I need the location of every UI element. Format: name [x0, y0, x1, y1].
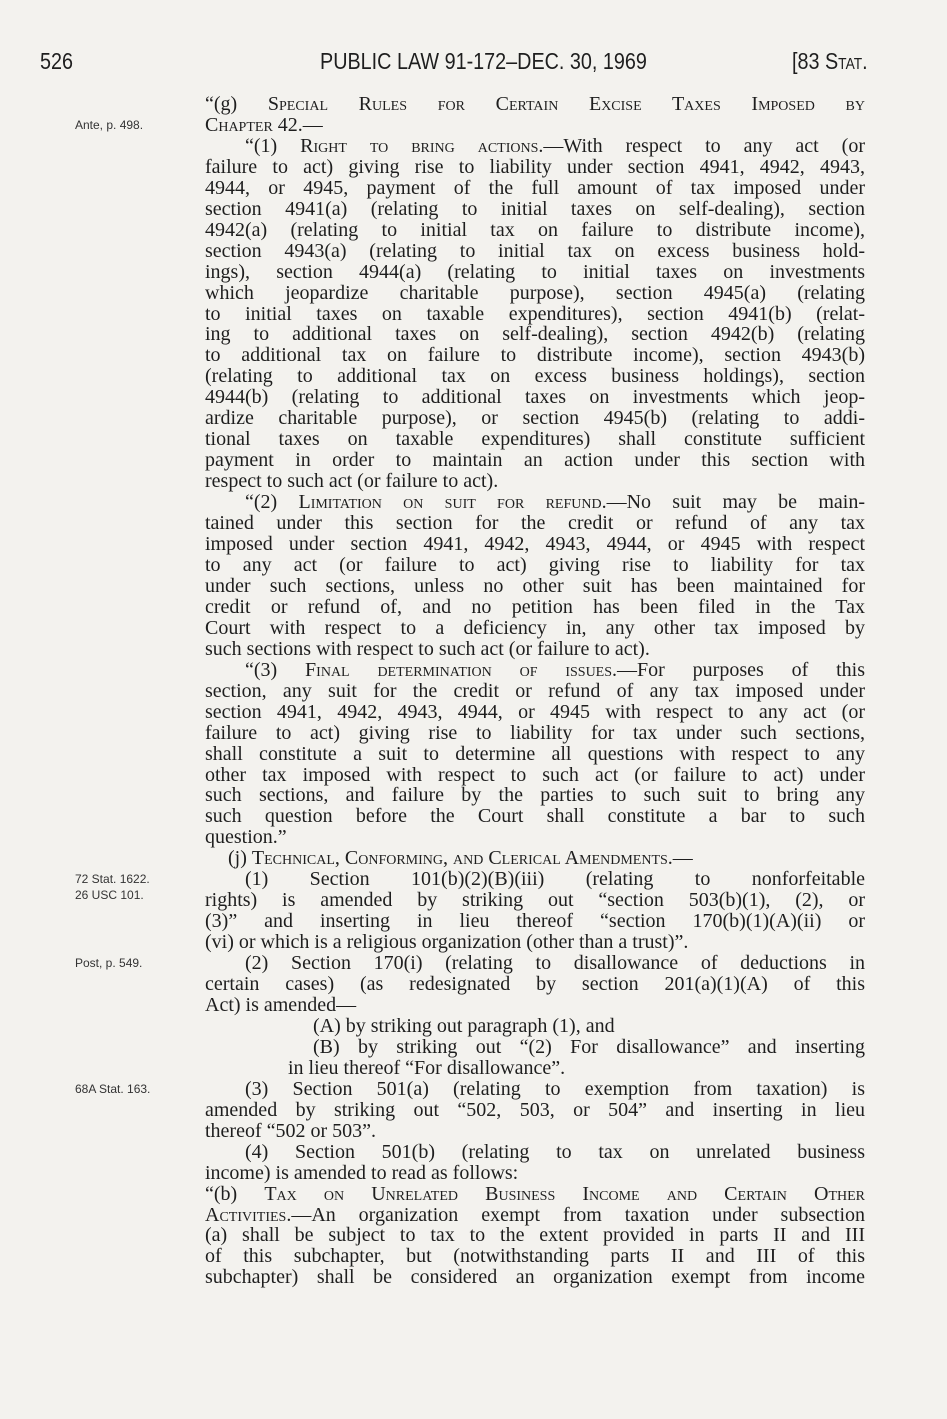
text-segment: section 4941, 4942, 4943, 4944, or 4945 with respect to any act (or [205, 700, 865, 723]
text-line [205, 408, 865, 429]
text-line [205, 890, 865, 911]
text-segment: imposed under section 4941, 4942, 4943, 4944, or 4945 with respect [205, 533, 865, 556]
text-line [205, 681, 865, 702]
text-line [205, 1246, 865, 1267]
text-segment: .—An organization exempt from taxation under subsection [286, 1203, 865, 1226]
running-title: PUBLIC LAW 91-172–DEC. 30, 1969 [320, 48, 647, 74]
text-line [205, 618, 865, 639]
text-segment: (4) Section 501(b) (relating to tax on unrelated business [245, 1140, 865, 1163]
small-caps-heading: Technical, Conforming, and Clerical Amendments [251, 847, 668, 870]
text-segment: “(2) [245, 491, 299, 514]
text-line [205, 1142, 865, 1163]
text-segment: to additional tax on failure to distribute income), section 4943(b) [205, 344, 865, 367]
text-segment: failure to act) giving rise to liability under section 4941, 4942, 4943, [205, 155, 865, 178]
text-segment: tional taxes on taxable expenditures) shall constitute sufficient [205, 428, 865, 451]
text-line [205, 932, 865, 953]
text-segment: “(b) [205, 1182, 265, 1205]
text-line [205, 283, 865, 304]
text-segment: ardize charitable purpose), or section 4945(b) (relating to addi- [205, 407, 865, 430]
text-line [205, 241, 865, 262]
text-line [205, 178, 865, 199]
text-segment: subchapter) shall be considered an organization exempt from income [205, 1266, 865, 1289]
text-line [205, 387, 865, 408]
text-segment: such sections, and failure by the parties to such suit to bring any [205, 784, 865, 807]
text-segment: section, any suit for the credit or refund of any tax imposed under [205, 679, 865, 702]
text-line [205, 911, 865, 932]
text-segment: section 4941(a) (relating to initial taxes on self-dealing), section [205, 197, 865, 220]
text-segment: (2) Section 170(i) (relating to disallowance of deductions in [245, 952, 865, 975]
text-line [205, 597, 865, 618]
text-line [205, 1184, 865, 1205]
text-segment: question.” [205, 826, 287, 849]
text-segment: such question before the Court shall constitute a bar to such [205, 805, 865, 828]
text-line [205, 848, 865, 869]
text-segment: to initial taxes on taxable expenditures), section 4941(b) (relat- [205, 302, 865, 325]
text-segment: ings), section 4944(a) (relating to initial taxes on investments [205, 260, 865, 283]
text-line [205, 492, 865, 513]
text-line [205, 534, 865, 555]
margin-note: 26 USC 101. [75, 887, 144, 902]
text-line [205, 785, 865, 806]
text-line [205, 94, 865, 115]
text-segment: thereof “502 or 503”. [205, 1119, 377, 1142]
text-segment: (A) by striking out paragraph (1), and [313, 1014, 615, 1037]
text-segment: in lieu thereof “For disallowance”. [288, 1056, 566, 1079]
text-segment: Court with respect to a deficiency in, any other tax imposed by [205, 616, 865, 639]
text-line [205, 702, 865, 723]
text-line [205, 1037, 865, 1058]
text-line [205, 1163, 865, 1184]
text-line [205, 1121, 865, 1142]
text-segment: respect to such act (or failure to act). [205, 470, 499, 493]
text-line [205, 115, 865, 136]
text-line [205, 471, 865, 492]
small-caps-heading: Right to bring actions [300, 134, 539, 157]
text-segment: 4944(b) (relating to additional taxes on investments which jeop- [205, 386, 865, 409]
text-line [205, 1225, 865, 1246]
text-line [205, 555, 865, 576]
text-line [205, 220, 865, 241]
text-segment: amended by striking out “502, 503, or 504” and inserting in lieu [205, 1098, 865, 1121]
text-segment: certain cases) (as redesignated by section 201(a)(1)(A) of this [205, 973, 865, 996]
margin-note: 68A Stat. 163. [75, 1081, 151, 1096]
text-segment: .— [667, 847, 693, 870]
text-segment: (1) Section 101(b)(2)(B)(iii) (relating to nonforfeitable [245, 868, 865, 891]
text-segment: (a) shall be subject to tax to the extent provided in parts II and III [205, 1224, 865, 1247]
text-segment: (vi) or which is a religious organization (other than a trust)”. [205, 931, 689, 954]
text-segment: 4944, or 4945, payment of the full amount of tax imposed under [205, 176, 865, 199]
text-segment: .—With respect to any act (or [538, 134, 865, 157]
text-line [205, 1058, 865, 1079]
text-segment: “(1) [245, 134, 301, 157]
text-line [205, 639, 865, 660]
document-body [205, 94, 865, 1288]
small-caps-heading: Limitation on suit for refund [298, 491, 602, 514]
text-segment: (B) by striking out “(2) For disallowance” and inserting [313, 1035, 865, 1058]
text-segment: rights) is amended by striking out “section 503(b)(1), (2), or [205, 889, 865, 912]
text-segment: (j) [228, 847, 252, 870]
text-line [205, 1205, 865, 1226]
margin-note: Ante, p. 498. [75, 117, 144, 132]
text-line [205, 1016, 865, 1037]
small-caps-heading: Activities [205, 1203, 287, 1226]
text-line [205, 806, 865, 827]
text-segment: income) is amended to read as follows: [205, 1161, 519, 1184]
text-segment: failure to act) giving rise to liability for tax under such sections, [205, 721, 865, 744]
text-segment: such sections with respect to such act (or failure to act). [205, 637, 650, 660]
text-line [205, 1267, 865, 1288]
text-segment: “(g) [205, 93, 268, 115]
small-caps-heading: Final determination of issues [305, 658, 613, 681]
text-line [205, 827, 865, 848]
text-segment: shall constitute a suit to determine all questions with respect to any [205, 742, 865, 765]
text-segment: to any act (or failure to act) giving rise to liability for tax [205, 553, 865, 576]
text-segment: of this subchapter, but (notwithstanding parts II and III of this [205, 1245, 865, 1268]
text-line [205, 157, 865, 178]
text-segment: (3) Section 501(a) (relating to exemption from taxation) is [245, 1077, 865, 1100]
text-segment: (relating to additional tax on excess business holdings), section [205, 365, 865, 388]
text-segment: payment in order to maintain an action under this section with [205, 449, 865, 472]
text-segment: (3)” and inserting in lieu thereof “section 170(b)(1)(A)(ii) or [205, 910, 865, 933]
small-caps-heading: Chapter [205, 113, 273, 136]
text-line [205, 1079, 865, 1100]
text-line [205, 429, 865, 450]
text-segment: “(3) [245, 658, 306, 681]
text-line [205, 576, 865, 597]
text-line [205, 974, 865, 995]
text-line [205, 765, 865, 786]
text-segment: 42.— [272, 113, 323, 136]
text-line [205, 1100, 865, 1121]
text-segment: .—For purposes of this [612, 658, 865, 681]
text-line [205, 953, 865, 974]
text-segment: which jeopardize charitable purpose), section 4945(a) (relating [205, 281, 865, 304]
margin-note: Post, p. 549. [75, 955, 143, 970]
small-caps-heading: Tax on Unrelated Business Income and Certain Other [264, 1182, 865, 1205]
text-line [205, 136, 865, 157]
text-line [205, 513, 865, 534]
text-segment: other tax imposed with respect to such act (or failure to act) under [205, 763, 865, 786]
text-segment: credit or refund of, and no petition has been filed in the Tax [205, 595, 865, 618]
text-line [205, 450, 865, 471]
margin-note: 72 Stat. 1622. [75, 872, 150, 887]
text-line [205, 366, 865, 387]
text-line [205, 869, 865, 890]
text-line [205, 723, 865, 744]
text-segment: tained under this section for the credit or refund of any tax [205, 512, 865, 535]
text-segment: .—No suit may be main- [601, 491, 865, 514]
text-segment: Act) is amended— [205, 993, 357, 1016]
page-number: 526 [40, 48, 74, 74]
text-line [205, 324, 865, 345]
text-line [205, 199, 865, 220]
small-caps-heading: Special Rules for Certain Excise Taxes Imposed by [267, 93, 865, 115]
statute-volume: [83 Stat. [792, 48, 868, 74]
text-line [205, 744, 865, 765]
text-segment: section 4943(a) (relating to initial tax on excess business hold- [205, 239, 865, 262]
text-line [205, 262, 865, 283]
text-line [205, 995, 865, 1016]
text-line [205, 345, 865, 366]
text-segment: ing to additional taxes on self-dealing), section 4942(b) (relating [205, 323, 865, 346]
text-segment: under such sections, unless no other suit has been maintained for [205, 574, 865, 597]
text-line [205, 660, 865, 681]
text-segment: 4942(a) (relating to initial tax on failure to distribute income), [205, 218, 865, 241]
text-line [205, 304, 865, 325]
